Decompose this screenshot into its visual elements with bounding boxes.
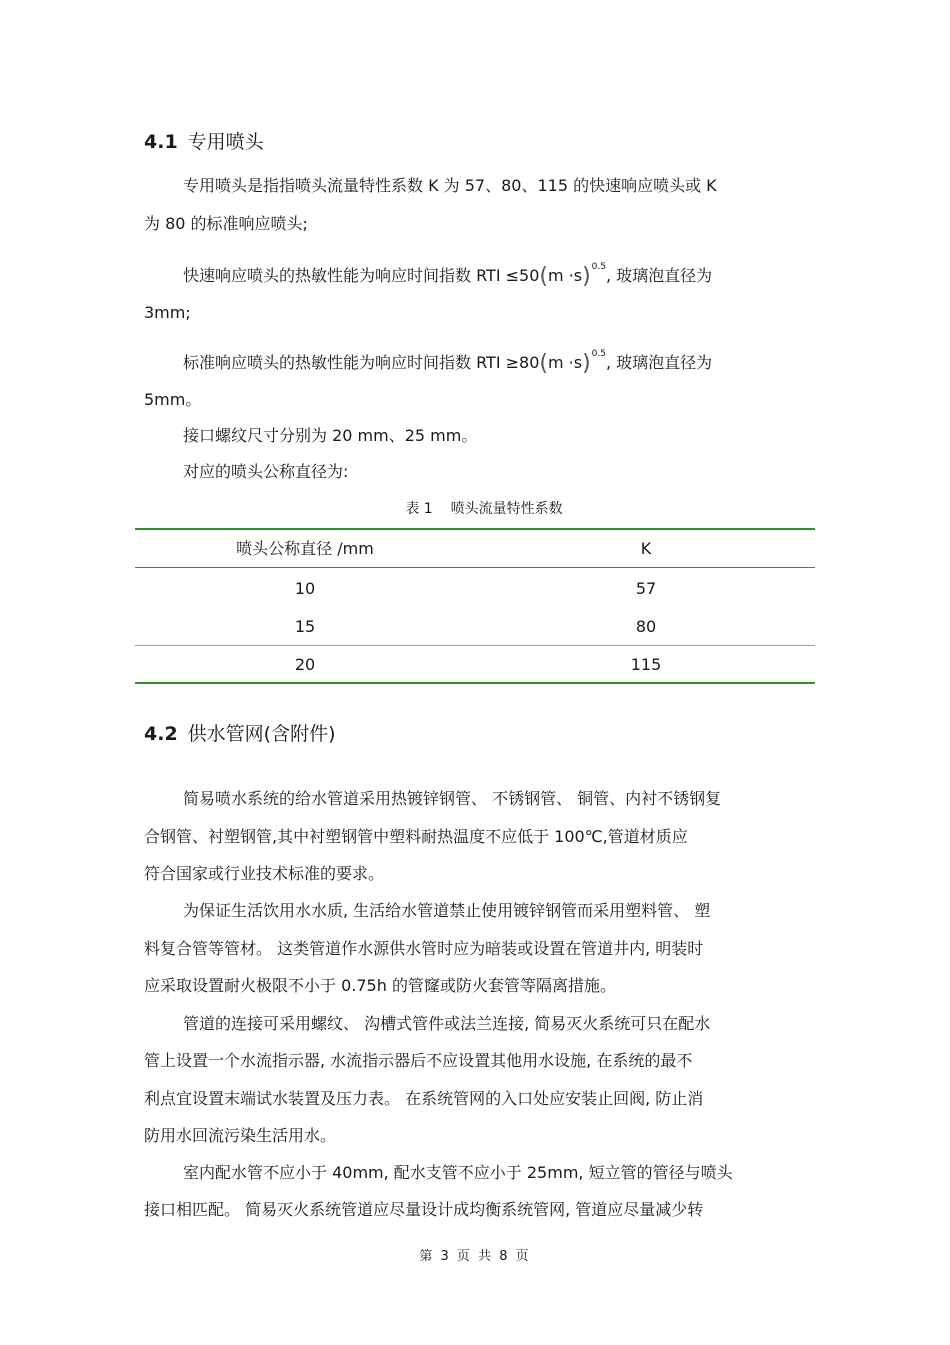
paragraph-line: 防用水回流污染生活用水。 <box>144 1126 337 1145</box>
section-number: 4.1 <box>144 131 178 153</box>
paragraph-line: 利点宜设置末端试水装置及压力表。 在系统管网的入口处应安装止回阀, 防止消 <box>144 1089 704 1108</box>
fast-response-line <box>183 256 712 288</box>
std-unit: m ·s <box>547 353 583 372</box>
section-title: 供水管网(含附件) <box>187 723 336 745</box>
section-heading-4-1 <box>144 130 264 154</box>
table-row-rule <box>135 645 815 646</box>
table-caption-title: 喷头流量特性系数 <box>450 501 563 517</box>
paragraph-line: 管上设置一个水流指示器, 水流指示器后不应设置其他用水设施, 在系统的最不 <box>144 1051 693 1070</box>
paragraph-line: 为保证生活饮用水水质, 生活给水管道禁止使用镀锌钢管而采用塑料管、 塑 <box>183 901 711 920</box>
table-cell: 57 <box>635 579 657 598</box>
standard-response-line <box>183 343 712 375</box>
page-footer: 第 3 页 共 8 页 <box>419 1249 531 1264</box>
table-cell: 80 <box>635 617 657 636</box>
fast-prefix: 快速响应喷头的热敏性能为响应时间指数 RTI ≤50 <box>183 266 540 285</box>
fast-suffix: , 玻璃泡直径为 <box>606 266 713 285</box>
table-cell: 10 <box>294 579 316 598</box>
left-paren: ( <box>539 264 548 289</box>
right-paren: ) <box>582 264 591 289</box>
table-header-cell: K <box>640 539 652 558</box>
std-exponent: 0.5 <box>591 349 606 359</box>
table-top-rule <box>135 528 815 530</box>
fast-exponent: 0.5 <box>591 262 606 272</box>
table-cell: 115 <box>630 655 662 674</box>
paragraph-line: 合钢管、衬塑钢管,其中衬塑钢管中塑料耐热温度不应低于 100℃,管道材质应 <box>144 827 688 846</box>
table-cell: 15 <box>294 617 316 636</box>
paragraph-line: 3mm; <box>144 303 191 322</box>
fast-unit: m ·s <box>547 266 583 285</box>
table-header-cell: 喷头公称直径 /mm <box>236 539 374 558</box>
section-title: 专用喷头 <box>187 131 264 153</box>
table-caption-number: 表 1 <box>405 501 433 517</box>
std-prefix: 标准响应喷头的热敏性能为响应时间指数 RTI ≥80 <box>183 353 540 372</box>
paragraph-line: 室内配水管不应小于 40mm, 配水支管不应小于 25mm, 短立管的管径与喷头 <box>183 1163 733 1182</box>
paragraph-line: 简易喷水系统的给水管道采用热镀锌钢管、 不锈钢管、 铜管、内衬不锈钢复 <box>183 789 722 808</box>
table-cell: 20 <box>294 655 316 674</box>
paragraph-line: 料复合管等管材。 这类管道作水源供水管时应为暗装或设置在管道井内, 明装时 <box>144 939 704 958</box>
paragraph-line: 为 80 的标准响应喷头; <box>144 214 308 233</box>
table-caption <box>0 500 950 518</box>
right-paren: ) <box>582 351 591 376</box>
section-number: 4.2 <box>144 723 178 745</box>
std-suffix: , 玻璃泡直径为 <box>606 353 713 372</box>
table-header-rule <box>135 567 815 568</box>
paragraph-line: 5mm。 <box>144 390 202 409</box>
paragraph-line: 专用喷头是指指喷头流量特性系数 K 为 57、80、115 的快速响应喷头或 K <box>183 176 717 195</box>
paragraph-line: 对应的喷头公称直径为: <box>183 462 349 481</box>
section-heading-4-2 <box>144 722 336 746</box>
table-bottom-rule <box>135 682 815 684</box>
paragraph-line: 接口相匹配。 简易灭火系统管道应尽量设计成均衡系统管网, 管道应尽量减少转 <box>144 1200 704 1219</box>
paragraph-line: 管道的连接可采用螺纹、 沟槽式管件或法兰连接, 简易灭火系统可只在配水 <box>183 1014 711 1033</box>
left-paren: ( <box>539 351 548 376</box>
paragraph-line: 接口螺纹尺寸分别为 20 mm、25 mm。 <box>183 426 478 445</box>
paragraph-line: 符合国家或行业技术标准的要求。 <box>144 864 385 883</box>
paragraph-line: 应采取设置耐火极限不小于 0.75h 的管窿或防火套管等隔离措施。 <box>144 976 616 995</box>
